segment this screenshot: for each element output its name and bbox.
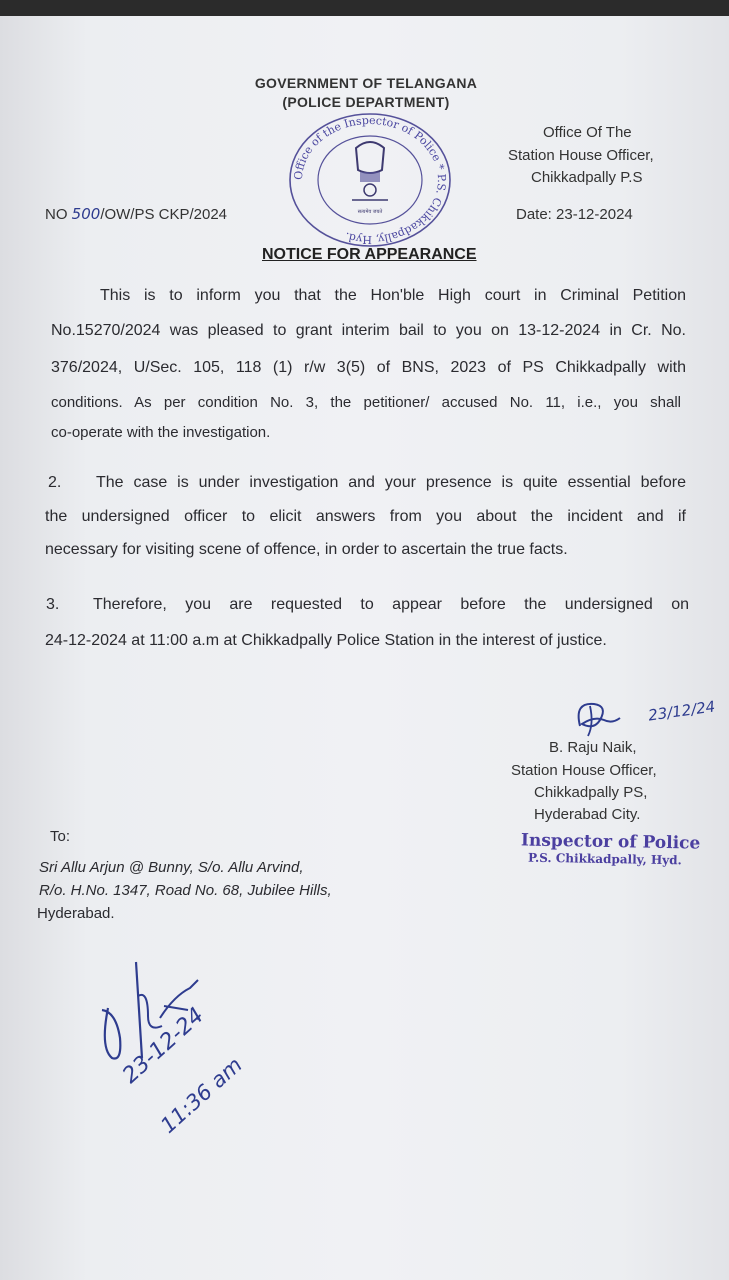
to-label: To: xyxy=(50,828,71,845)
recipient-line2: R/o. H.No. 1347, Road No. 68, Jubilee Hills, xyxy=(39,882,332,899)
para1-line3: 376/2024, U/Sec. 105, 118 (1) r/w 3(5) of BNS, 2023 of PS Chikkadpally with xyxy=(51,359,686,376)
acknowledgement-date: 23-12-24 xyxy=(118,1003,209,1089)
para3-number: 3. xyxy=(46,596,60,613)
reference-handwritten-number: 500 xyxy=(71,205,101,223)
notice-date: Date: 23-12-2024 xyxy=(516,206,633,223)
para2-line2: the undersigned officer to elicit answers from you about the incident and if xyxy=(45,508,686,525)
para2-number: 2. xyxy=(48,474,62,491)
para2-line3: necessary for visiting scene of offence, in order to ascertain the true facts. xyxy=(45,541,568,558)
para1-line2: No.15270/2024 was pleased to grant interim bail to you on 13-12-2024 in Cr. No. xyxy=(51,322,686,339)
officer-name: B. Raju Naik, xyxy=(549,739,637,756)
seal-icon xyxy=(286,110,454,250)
reference-prefix: NO xyxy=(45,206,72,223)
recipient-line1: Sri Allu Arjun @ Bunny, S/o. Allu Arvind, xyxy=(39,859,304,876)
para3-line1: Therefore, you are requested to appear before the undersigned on xyxy=(93,596,689,613)
office-seal xyxy=(286,110,454,250)
stamp-title: Inspector of Police xyxy=(520,830,701,854)
office-line-1: Office Of The xyxy=(543,124,632,141)
signature-date: 23/12/24 xyxy=(647,697,717,725)
para3-line2: 24-12-2024 at 11:00 a.m at Chikkadpally Police Station in the interest of justice. xyxy=(45,632,607,649)
reference-suffix: /OW/PS CKP/2024 xyxy=(100,206,228,223)
header-department: (POLICE DEPARTMENT) xyxy=(282,94,450,110)
recipient-line3: Hyderabad. xyxy=(37,905,115,922)
office-line-3: Chikkadpally P.S xyxy=(531,169,643,186)
seal-ring-text: Office of the Inspector of Police * P.S. Chikkadpally, Hyd. xyxy=(291,113,449,247)
office-line-2: Station House Officer, xyxy=(508,147,654,164)
officer-designation: Station House Officer, xyxy=(511,762,657,779)
stamp-station: P.S. Chikkadpally, Hyd. xyxy=(527,850,682,868)
notice-title: NOTICE FOR APPEARANCE xyxy=(262,246,477,263)
svg-text:सत्यमेव जयते: सत्यमेव जयते xyxy=(357,209,383,215)
para1-line1: This is to inform you that the Hon'ble High court in Criminal Petition xyxy=(100,287,686,304)
acknowledgement-time: 11:36 am xyxy=(156,1052,247,1138)
para2-line1: The case is under investigation and your presence is quite essential before xyxy=(96,474,686,491)
officer-city: Hyderabad City. xyxy=(534,806,641,823)
para1-line4: conditions. As per condition No. 3, the petitioner/ accused No. 11, i.e., you shall xyxy=(51,394,681,411)
header-government: GOVERNMENT OF TELANGANA xyxy=(254,75,478,91)
reference-number xyxy=(45,205,227,223)
photo-edge xyxy=(0,0,729,16)
para1-line5: co-operate with the investigation. xyxy=(51,424,271,441)
officer-station: Chikkadpally PS, xyxy=(534,784,648,801)
